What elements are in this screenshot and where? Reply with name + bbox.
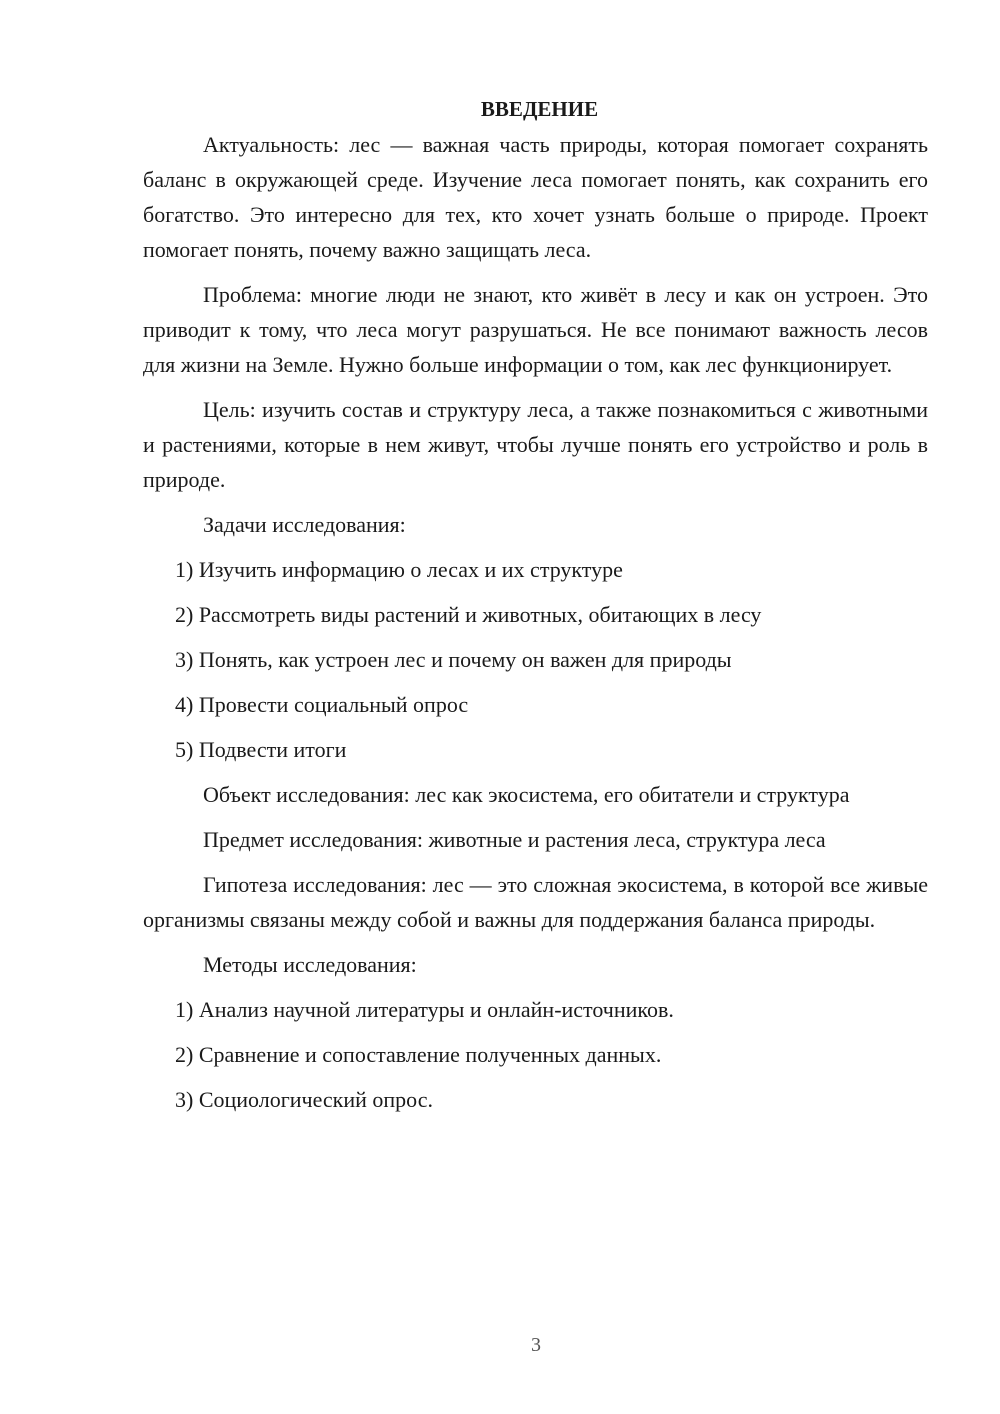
task-item: 5) Подвести итоги (175, 737, 347, 762)
problem-paragraph: Проблема: многие люди не знают, кто живёт в лесу и как он устроен. Это приводит к тому, что леса могут разрушаться. Не все понимают важность лесов для жизни на Земле. Нужно больше информации о том, как лес функционирует. (143, 282, 928, 377)
tasks-heading: Задачи исследования: (203, 512, 406, 537)
page-content (143, 92, 928, 1127)
hypothesis-paragraph: Гипотеза исследования: лес — это сложная экосистема, в которой все живые организмы связаны между собой и важны для поддержания баланса природы. (143, 872, 928, 932)
methods-heading: Методы исследования: (203, 952, 417, 977)
object-paragraph: Объект исследования: лес как экосистема, его обитатели и структура (203, 782, 850, 807)
subject-paragraph: Предмет исследования: животные и растения леса, структура леса (203, 827, 826, 852)
goal-paragraph: Цель: изучить состав и структуру леса, а также познакомиться с животными и растениями, которые в нем живут, чтобы лучше понять его устройство и роль в природе. (143, 397, 928, 492)
method-item: 3) Социологический опрос. (175, 1087, 433, 1112)
page-title: ВВЕДЕНИЕ (480, 97, 599, 121)
method-item: 2) Сравнение и сопоставление полученных данных. (175, 1042, 662, 1067)
task-item: 2) Рассмотреть виды растений и животных, обитающих в лесу (175, 602, 762, 627)
task-item: 1) Изучить информацию о лесах и их структуре (175, 557, 623, 582)
task-item: 3) Понять, как устроен лес и почему он важен для природы (175, 647, 732, 672)
method-item: 1) Анализ научной литературы и онлайн-источников. (175, 997, 674, 1022)
task-item: 4) Провести социальный опрос (175, 692, 469, 717)
page-number: 3 (531, 1334, 541, 1356)
relevance-paragraph: Актуальность: лес — важная часть природы, которая помогает сохранять баланс в окружающей среде. Изучение леса помогает понять, как сохранить его богатство. Это интересно для тех, кто хочет узнать больше о природе. Проект помогает понять, почему важно защищать леса. (143, 132, 928, 262)
